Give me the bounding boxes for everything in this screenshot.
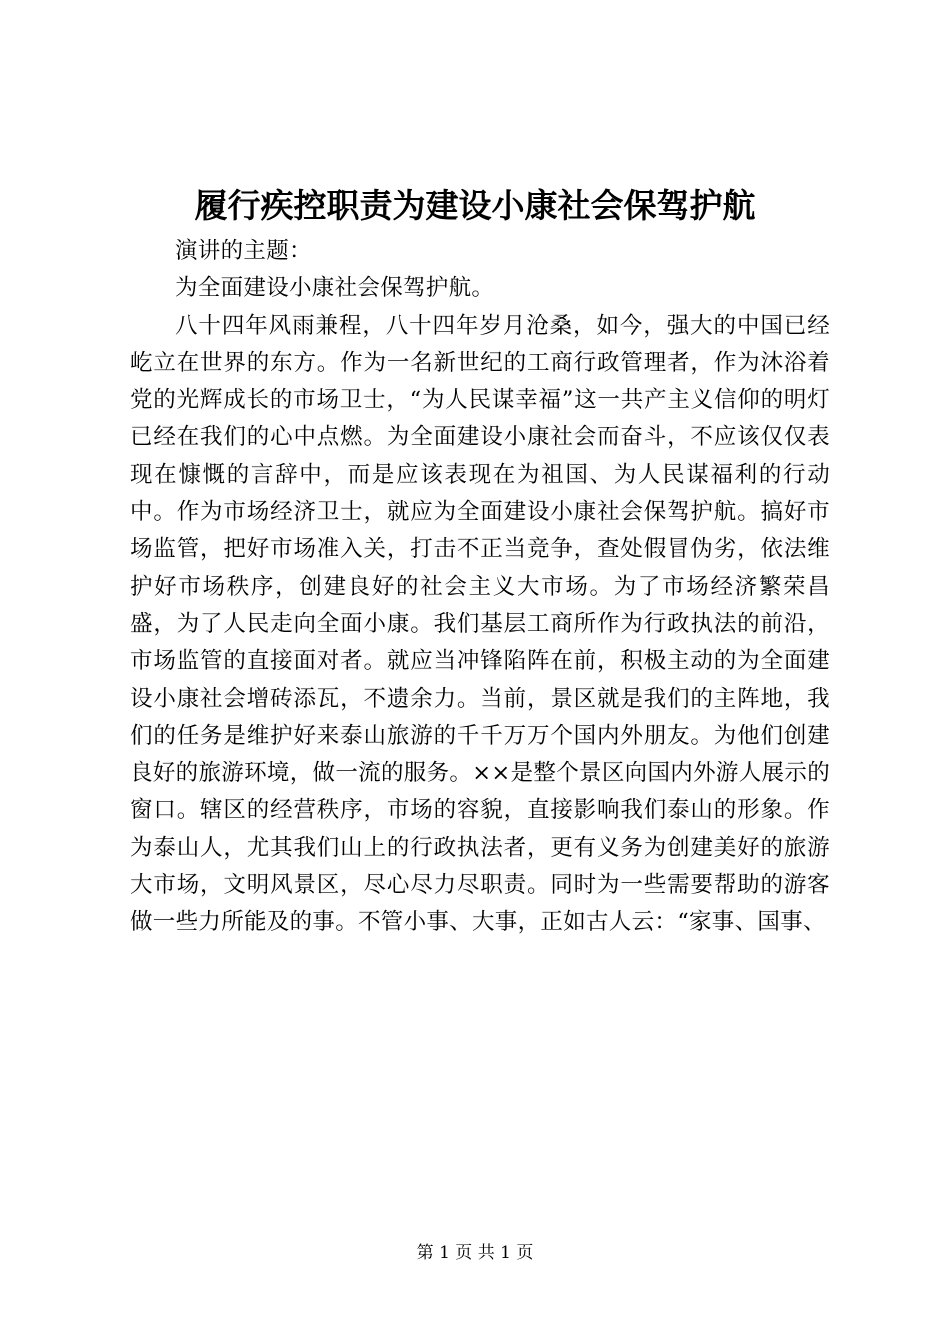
paragraph-topic-label: 演讲的主题： [175,238,312,264]
paragraph-topic: 为全面建设小康社会保驾护航。 [175,275,495,302]
document-body [130,233,830,942]
page-footer: 第 1 页 共 1 页 [416,1243,534,1263]
paragraph-main: 八十四年风雨兼程，八十四年岁月沧桑，如今，强大的中国已经屹立在世界的东方。作为一名新世纪的工商行政管理者，作为沐浴着党的光辉成长的市场卫士，“为人民谋幸福”这一共产主义信仰的明灯已经在我们的心中点燃。为全面建设小康社会而奋斗，不应该仅仅表现在慷慨的言辞中，而是应该表现在为祖国、为人民谋福利的行动中。作为市场经济卫士，就应为全面建设小康社会保驾护航。搞好市场监管，把好市场准入关，打击不正当竞争，查处假冒伪劣，依法维护好市场秩序，创建良好的社会主义大市场。为了市场经济繁荣昌盛，为了人民走向全面小康。我们基层工商所作为行政执法的前沿，市场监管的直接面对者。就应当冲锋陷阵在前，积极主动的为全面建设小康社会增砖添瓦，不遗余力。当前，景区就是我们的主阵地，我们的任务是维护好来泰山旅游的千千万万个国内外朋友。为他们创建良好的旅游环境，做一流的服务。××是整个景区向国内外游人展示的窗口。辖区的经营秩序，市场的容貌，直接影响我们泰山的形象。作为泰山人，尤其我们山上的行政执法者，更有义务为创建美好的旅游大市场，文明风景区，尽心尽力尽职责。同时为一些需要帮助的游客做一些力所能及的事。不管小事、大事，正如古人云：“家事、国事、 [130,312,830,936]
document-title: 履行疾控职责为建设小康社会保驾护航 [194,186,756,225]
